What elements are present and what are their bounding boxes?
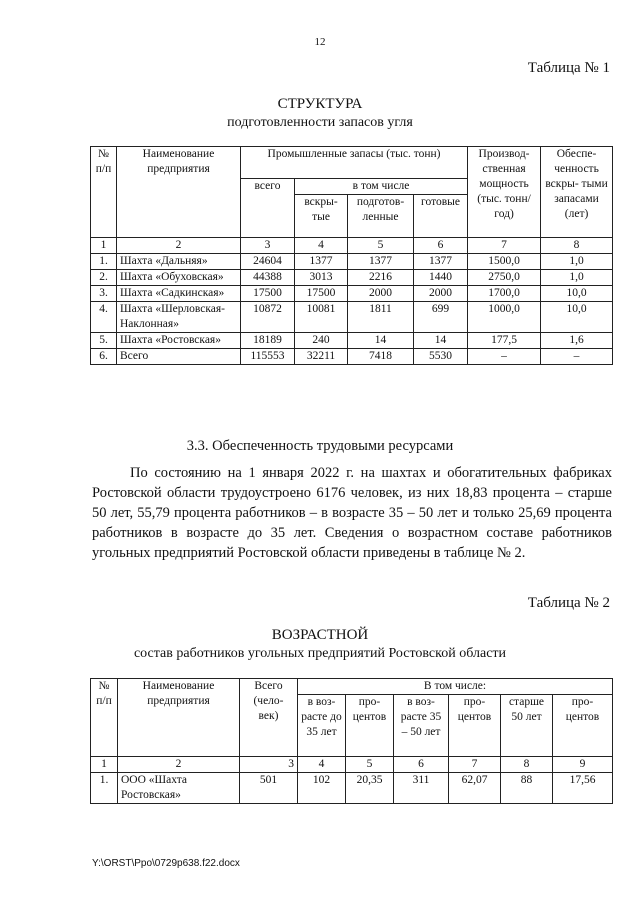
- t2-col-number: 8: [501, 757, 553, 773]
- row-num: 5.: [91, 333, 117, 349]
- table-row: [91, 270, 613, 286]
- table2: [90, 678, 613, 804]
- table2-title: ВОЗРАСТНОЙ: [271, 627, 369, 643]
- row-name: Шахта «Ростовская»: [117, 333, 241, 349]
- row-ready: 5530: [414, 349, 468, 365]
- row-name: Всего: [117, 349, 241, 365]
- row-provision: 1,0: [541, 254, 613, 270]
- t1-header-ready: готовые: [414, 195, 468, 238]
- row-ready: 1377: [414, 254, 468, 270]
- t1-header-prepared: подготов- ленные: [348, 195, 414, 238]
- t2-col-number: 4: [298, 757, 346, 773]
- row-name: Шахта «Дальняя»: [117, 254, 241, 270]
- t2-header-over50: старше 50 лет: [501, 695, 553, 757]
- file-path-footer: Y:\ORST\Ppo\0729p638.f22.docx: [92, 858, 240, 869]
- t1-header-capacity: Производ- ственная мощность (тыс. тонн/год): [468, 147, 541, 238]
- row-capacity: 177,5: [468, 333, 541, 349]
- row-num: 6.: [91, 349, 117, 365]
- t1-header-total: всего: [241, 179, 295, 238]
- row-pct3: 17,56: [553, 773, 613, 804]
- row-total: 44388: [241, 270, 295, 286]
- row-age35-50: 311: [394, 773, 449, 804]
- t2-header-under35: в воз- расте до 35 лет: [298, 695, 346, 757]
- row-pct2: 62,07: [449, 773, 501, 804]
- row-opened: 240: [295, 333, 348, 349]
- t2-header-pct3: про- центов: [553, 695, 613, 757]
- row-total: 24604: [241, 254, 295, 270]
- row-num: 1.: [91, 254, 117, 270]
- row-capacity: 1500,0: [468, 254, 541, 270]
- row-capacity: 1000,0: [468, 302, 541, 333]
- row-provision: 10,0: [541, 302, 613, 333]
- row-prepared: 7418: [348, 349, 414, 365]
- row-total: 18189: [241, 333, 295, 349]
- section-paragraph: По состоянию на 1 января 2022 г. на шахтах и обогатительных фабриках Ростовской области трудоустроено 6176 человек, из них 18,83 процента – старше 50 лет, 55,79 процента работников – в возрасте 35 – 50 лет и только 25,69 процента работников в возрасте до 35 лет. Сведения о возрастном составе работников угольных предприятий Ростовской области приведены в таблице № 2.: [92, 465, 612, 561]
- table-row: [91, 286, 613, 302]
- row-under35: 102: [298, 773, 346, 804]
- t1-col-number: 5: [348, 238, 414, 254]
- row-provision: 10,0: [541, 286, 613, 302]
- t2-header-name: Наименование предприятия: [118, 679, 240, 757]
- row-ready: 14: [414, 333, 468, 349]
- row-num: 1.: [91, 773, 118, 804]
- row-prepared: 2216: [348, 270, 414, 286]
- t1-column-numbers: [91, 238, 613, 254]
- t1-header-num: № п/п: [91, 147, 117, 238]
- t1-header-including: в том числе: [295, 179, 468, 195]
- row-capacity: 2750,0: [468, 270, 541, 286]
- t2-col-number: 2: [118, 757, 240, 773]
- row-ready: 699: [414, 302, 468, 333]
- row-name: ООО «Шахта Ростовская»: [118, 773, 240, 804]
- t1-header-opened: вскры- тые: [295, 195, 348, 238]
- table2-label: Таблица № 2: [527, 595, 610, 611]
- row-over50: 88: [501, 773, 553, 804]
- section-heading: 3.3. Обеспеченность трудовыми ресурсами: [186, 438, 454, 454]
- t1-header-name: Наименование предприятия: [117, 147, 241, 238]
- row-capacity: –: [468, 349, 541, 365]
- table2-subtitle: состав работников угольных предприятий Ростовской области: [133, 646, 507, 661]
- table-row: [91, 349, 613, 365]
- row-provision: 1,6: [541, 333, 613, 349]
- row-capacity: 1700,0: [468, 286, 541, 302]
- row-num: 3.: [91, 286, 117, 302]
- t1-col-number: 6: [414, 238, 468, 254]
- row-pct1: 20,35: [346, 773, 394, 804]
- t1-col-number: 2: [117, 238, 241, 254]
- row-prepared: 14: [348, 333, 414, 349]
- row-name: Шахта «Шерловская- Наклонная»: [117, 302, 241, 333]
- row-name: Шахта «Обуховская»: [117, 270, 241, 286]
- t1-col-number: 8: [541, 238, 613, 254]
- row-opened: 1377: [295, 254, 348, 270]
- t1-col-number: 7: [468, 238, 541, 254]
- t1-col-number: 4: [295, 238, 348, 254]
- t2-header-age35-50: в воз- расте 35 – 50 лет: [394, 695, 449, 757]
- t2-col-number: 3: [240, 757, 298, 773]
- row-prepared: 1811: [348, 302, 414, 333]
- row-total: 501: [240, 773, 298, 804]
- table1: [90, 146, 613, 365]
- t2-col-number: 6: [394, 757, 449, 773]
- row-opened: 32211: [295, 349, 348, 365]
- table-row: [91, 773, 613, 804]
- page-number: 12: [314, 36, 326, 48]
- table1-subtitle: подготовленности запасов угля: [227, 115, 413, 130]
- row-total: 115553: [241, 349, 295, 365]
- row-ready: 1440: [414, 270, 468, 286]
- row-total: 10872: [241, 302, 295, 333]
- row-provision: –: [541, 349, 613, 365]
- t1-col-number: 3: [241, 238, 295, 254]
- row-opened: 10081: [295, 302, 348, 333]
- row-prepared: 1377: [348, 254, 414, 270]
- t2-col-number: 1: [91, 757, 118, 773]
- t2-col-number: 7: [449, 757, 501, 773]
- row-opened: 3013: [295, 270, 348, 286]
- t2-col-number: 9: [553, 757, 613, 773]
- row-prepared: 2000: [348, 286, 414, 302]
- t1-header-provision: Обеспе- ченность вскры- тыми запасами (лет): [541, 147, 613, 238]
- t2-header-including: В том числе:: [298, 679, 613, 695]
- row-num: 4.: [91, 302, 117, 333]
- t2-column-numbers: [91, 757, 613, 773]
- row-ready: 2000: [414, 286, 468, 302]
- t2-header-pct1: про- центов: [346, 695, 394, 757]
- row-name: Шахта «Садкинская»: [117, 286, 241, 302]
- table-row: [91, 302, 613, 333]
- t2-header-pct2: про- центов: [449, 695, 501, 757]
- t2-header-total: Всего (чело- век): [240, 679, 298, 757]
- row-opened: 17500: [295, 286, 348, 302]
- row-num: 2.: [91, 270, 117, 286]
- table1-title: СТРУКТУРА: [277, 96, 363, 112]
- t2-header-num: № п/п: [91, 679, 118, 757]
- t1-header-reserves: Промышленные запасы (тыс. тонн): [241, 147, 468, 179]
- table-row: [91, 254, 613, 270]
- row-provision: 1,0: [541, 270, 613, 286]
- table1-label: Таблица № 1: [527, 60, 610, 76]
- row-total: 17500: [241, 286, 295, 302]
- table-row: [91, 333, 613, 349]
- t2-col-number: 5: [346, 757, 394, 773]
- t1-col-number: 1: [91, 238, 117, 254]
